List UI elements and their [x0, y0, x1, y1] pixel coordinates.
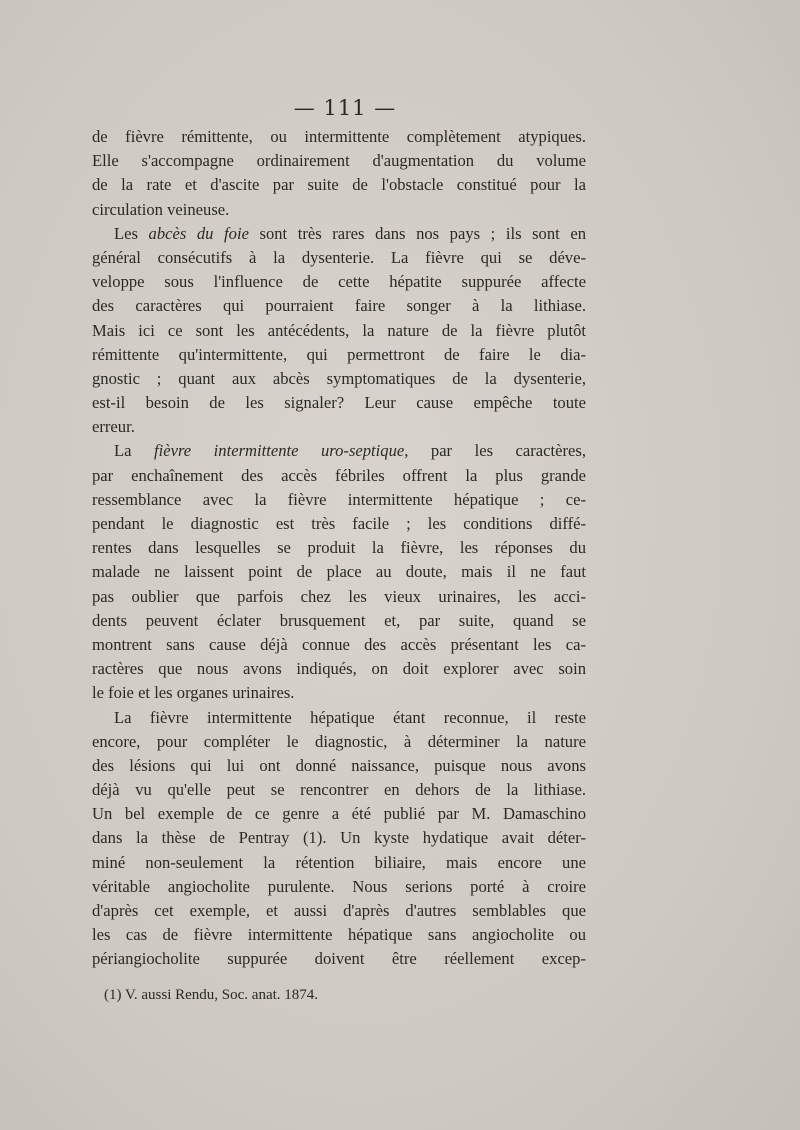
text-line: gnostic ; quant aux abcès symptomatiques de la dysenterie,	[92, 368, 586, 388]
text-line: est-il besoin de les signaler? Leur cause empêche toute	[92, 393, 586, 413]
text-line: les cas de fièvre intermittente hépatique sans angiocholite ou	[92, 925, 586, 945]
text-line: déjà vu qu'elle peut se rencontrer en dehors de la lithiase.	[92, 780, 586, 800]
text-line: Un bel exemple de ce genre a été publié par M. Damaschino	[92, 804, 586, 824]
footnote: (1) V. aussi Rendu, Soc. anat. 1874.	[104, 987, 319, 1003]
text-line: pendant le diagnostic est très facile ; les conditions diffé-	[92, 514, 586, 533]
body-text	[92, 125, 586, 972]
text-line: des lésions qui lui ont donné naissance, puisque nous avons	[92, 755, 586, 775]
text-line: rentes dans lesquelles se produit la fièvre, les réponses du	[92, 538, 586, 558]
text-line: dents peuvent éclater brusquement et, par suite, quand se	[92, 610, 586, 630]
text-line: Elle s'accompagne ordinairement d'augmentation du volume	[92, 151, 586, 171]
text-line: dans la thèse de Pentray (1). Un kyste hydatique avait déter-	[92, 828, 586, 848]
text-run: par les caractères,	[408, 441, 586, 461]
text-line: encore, pour compléter le diagnostic, à déterminer la nature	[92, 731, 586, 751]
italic-term: fièvre intermittente uro-septique,	[154, 441, 409, 461]
text-run: La	[114, 441, 155, 461]
text-line: veloppe sous l'influence de cette hépatite suppurée affecte	[92, 272, 586, 292]
page-number: — 111 —	[293, 96, 397, 120]
text-line: pas oublier que parfois chez les vieux urinaires, les acci-	[92, 586, 586, 606]
text-line: malade ne laissent point de place au doute, mais il ne faut	[92, 562, 586, 582]
text-line: ractères que nous avons indiqués, on doit explorer avec soin	[92, 659, 586, 679]
italic-term: abcès du foie	[148, 223, 249, 243]
text-line: de fièvre rémittente, ou intermittente complètement atypiques.	[92, 127, 586, 146]
text-line: Mais ici ce sont les antécédents, la nature de la fièvre plutôt	[92, 320, 586, 340]
text-line: La fièvre intermittente hépatique étant reconnue, il reste	[114, 707, 586, 727]
text-line	[92, 222, 586, 246]
text-line: par enchaînement des accès fébriles offrent la plus grande	[92, 465, 586, 485]
text-line: des caractères qui pourraient faire songer à la lithiase.	[92, 296, 586, 316]
text-line: périangiocholite suppurée doivent être réellement excep-	[92, 949, 586, 969]
text-line: général consécutifs à la dysenterie. La fièvre qui se déve-	[92, 247, 586, 267]
text-line: le foie et les organes urinaires.	[92, 683, 295, 703]
text-line: ressemblance avec la fièvre intermittente hépatique ; ce-	[92, 489, 586, 509]
text-line: erreur.	[92, 417, 135, 437]
text-line	[92, 439, 586, 463]
text-line: de la rate et d'ascite par suite de l'obstacle constitué pour la	[92, 175, 586, 195]
text-line: d'après cet exemple, et aussi d'après d'autres semblables que	[92, 901, 586, 920]
text-line: rémittente qu'intermittente, qui permettront de faire le dia-	[92, 344, 586, 364]
text-line: montrent sans cause déjà connue des accès présentant les ca-	[92, 634, 586, 654]
text-line: circulation veineuse.	[92, 199, 230, 219]
text-run: sont très rares dans nos pays ; ils sont en	[248, 223, 586, 243]
text-line: véritable angiocholite purulente. Nous serions porté à croire	[92, 876, 586, 896]
text-run: Les	[114, 223, 149, 243]
text-line: miné non-seulement la rétention biliaire, mais encore une	[92, 852, 586, 872]
